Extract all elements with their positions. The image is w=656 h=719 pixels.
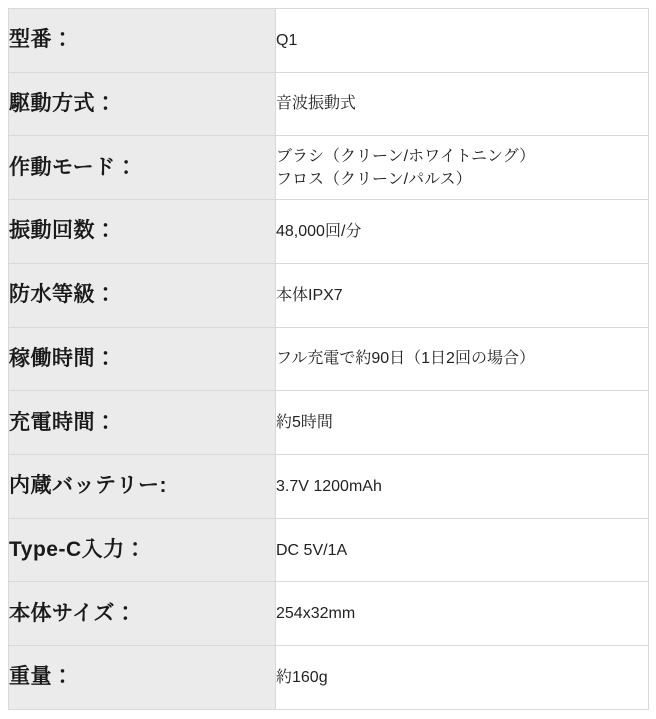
spec-label: 型番： (9, 9, 276, 73)
spec-value-line: 48,000回/分 (276, 222, 362, 240)
spec-label: 稼働時間： (9, 327, 276, 391)
spec-value-line: フロス（クリーン/パルス） (276, 170, 472, 188)
spec-value (276, 518, 649, 582)
table-row (9, 9, 649, 73)
table-row (9, 582, 649, 646)
spec-value-line: DC 5V/1A (276, 541, 348, 559)
spec-value-line: フル充電で約90日（1日2回の場合） (276, 350, 535, 368)
spec-label: 内蔵バッテリー: (9, 455, 276, 519)
table-row (9, 646, 649, 710)
spec-label: 防水等級： (9, 263, 276, 327)
table-row (9, 200, 649, 264)
spec-value (276, 200, 649, 264)
specification-table-body (9, 9, 649, 710)
table-row (9, 136, 649, 200)
spec-label: 作動モード： (9, 136, 276, 200)
table-row (9, 327, 649, 391)
spec-label: 振動回数： (9, 200, 276, 264)
spec-label: 重量： (9, 646, 276, 710)
table-row (9, 518, 649, 582)
spec-value (276, 455, 649, 519)
table-row (9, 455, 649, 519)
table-row (9, 391, 649, 455)
spec-value (276, 136, 649, 200)
spec-value (276, 582, 649, 646)
spec-label: Type-C入力： (9, 518, 276, 582)
spec-label: 駆動方式： (9, 72, 276, 136)
spec-value (276, 263, 649, 327)
spec-value (276, 646, 649, 710)
spec-value-line: 3.7V 1200mAh (276, 477, 382, 495)
specification-table (8, 8, 649, 710)
spec-value-line: 約5時間 (276, 414, 333, 432)
spec-value-line: Q1 (276, 31, 298, 49)
spec-value-line: 本体IPX7 (276, 286, 343, 304)
spec-value-line: 約160g (276, 669, 328, 686)
spec-value (276, 391, 649, 455)
spec-label: 充電時間： (9, 391, 276, 455)
table-row (9, 72, 649, 136)
spec-value (276, 72, 649, 136)
spec-label: 本体サイズ： (9, 582, 276, 646)
table-row (9, 263, 649, 327)
spec-value (276, 327, 649, 391)
spec-value-line: 音波振動式 (276, 95, 357, 113)
spec-value-line: ブラシ（クリーン/ホワイトニング） (276, 147, 536, 165)
spec-value (276, 9, 649, 73)
spec-value-line: 254x32mm (276, 605, 356, 623)
